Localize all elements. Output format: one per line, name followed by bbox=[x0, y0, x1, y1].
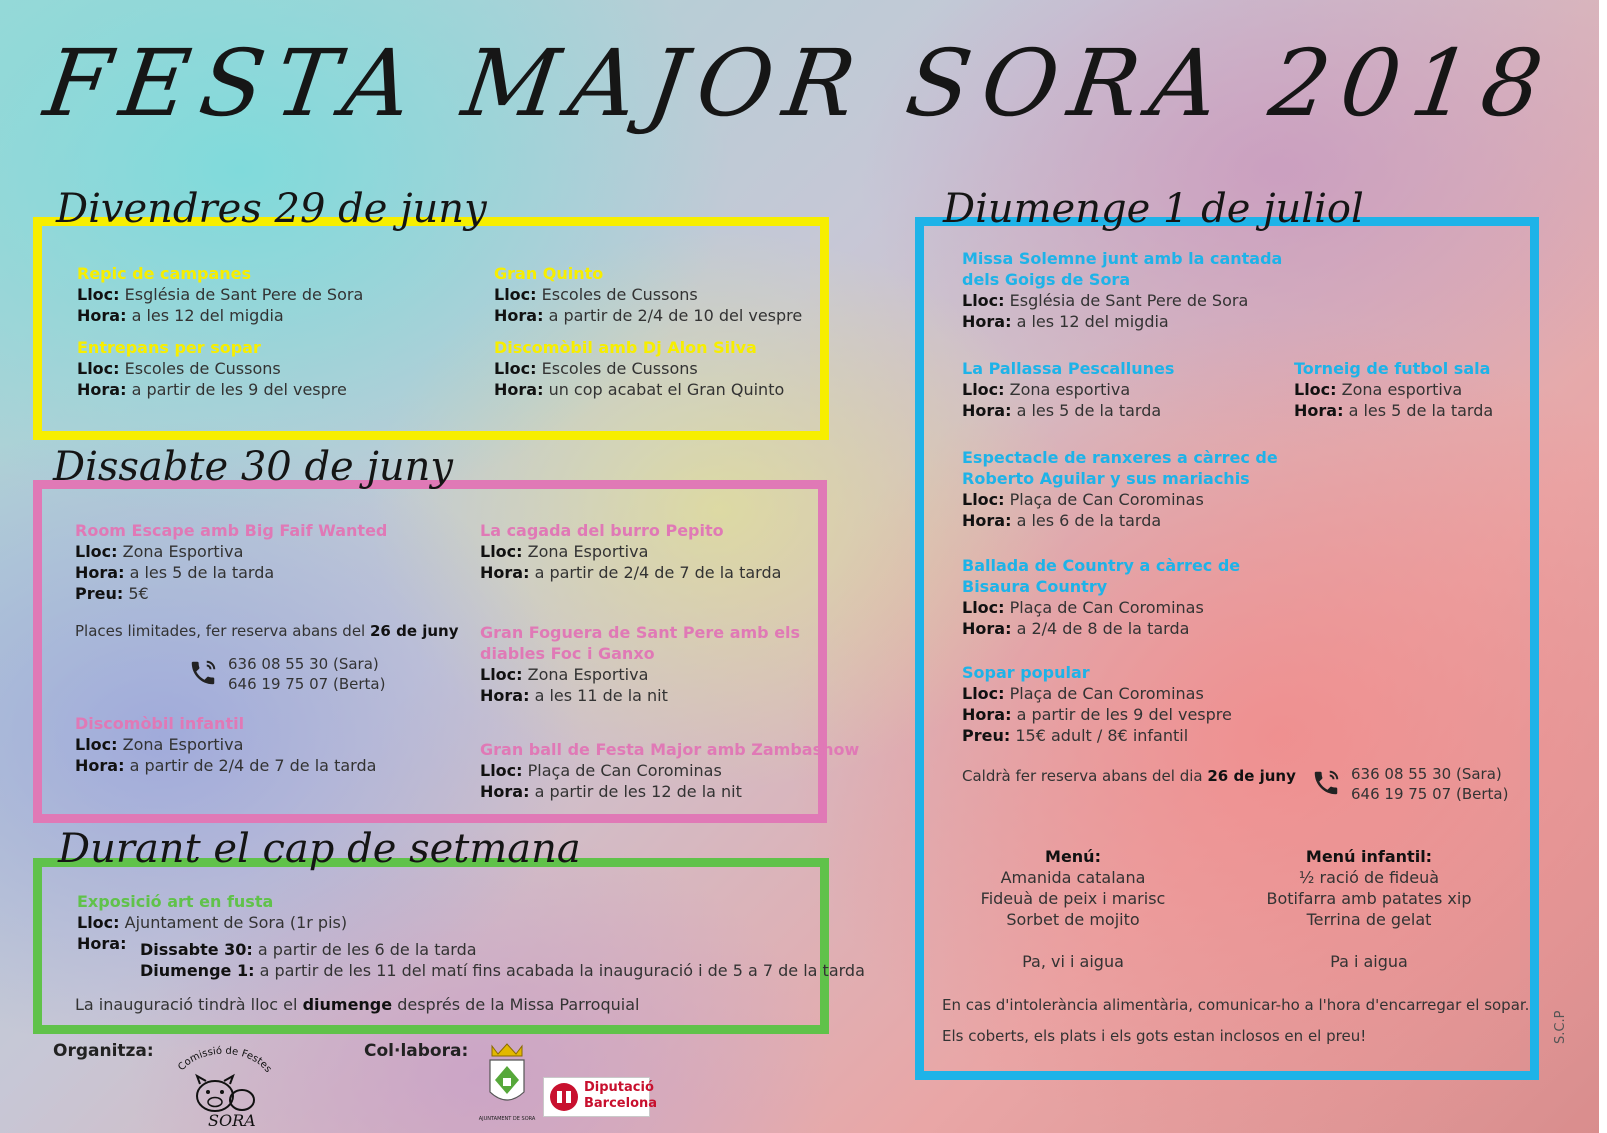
lloc-value: Escoles de Cussons bbox=[541, 285, 698, 304]
lloc-value: Plaça de Can Corominas bbox=[1009, 490, 1204, 509]
event-title-line2: Roberto Aguilar y sus mariachis bbox=[962, 469, 1250, 488]
sunday-hours: a partir de les 11 del matí fins acabada la inauguració i de 5 a 7 de la tarda bbox=[259, 961, 865, 980]
event-title: Gran Foguera de Sant Pere amb els bbox=[480, 623, 801, 642]
event-cagada-burro bbox=[480, 520, 781, 583]
phone-sara: 636 08 55 30 (Sara) bbox=[228, 655, 379, 673]
lloc-label: Lloc: bbox=[962, 291, 1005, 310]
lloc-value: Zona Esportiva bbox=[122, 542, 244, 561]
hora-value: a les 12 del migdia bbox=[1016, 312, 1169, 331]
event-title: Gran Quinto bbox=[494, 264, 604, 283]
menu-heading: Menú: bbox=[1045, 847, 1101, 866]
hora-label: Hora: bbox=[962, 619, 1012, 638]
saturday-heading: Dissabte 30 de juny bbox=[53, 444, 453, 490]
event-title: Missa Solemne junt amb la cantada bbox=[962, 249, 1283, 268]
hora-label: Hora: bbox=[962, 511, 1012, 530]
lloc-label: Lloc: bbox=[480, 761, 523, 780]
lloc-label: Lloc: bbox=[75, 542, 118, 561]
lloc-value: Escoles de Cussons bbox=[541, 359, 698, 378]
logo-arc-text: Comissió de Festes bbox=[176, 1045, 274, 1075]
saturday-label: Dissabte 30: bbox=[140, 940, 253, 959]
lloc-value: Església de Sant Pere de Sora bbox=[1009, 291, 1249, 310]
hora-value: a les 5 de la tarda bbox=[1348, 401, 1494, 420]
hora-label: Hora: bbox=[494, 306, 544, 325]
sunday-reservation-note bbox=[962, 767, 1296, 785]
lloc-value: Zona esportiva bbox=[1009, 380, 1131, 399]
event-title: Gran ball de Festa Major amb Zambashow bbox=[480, 740, 860, 759]
weekend-heading: Durant el cap de setmana bbox=[58, 826, 581, 872]
hora-label: Hora: bbox=[75, 756, 125, 775]
lloc-label: Lloc: bbox=[494, 285, 537, 304]
saturday-reservation-note bbox=[75, 622, 459, 640]
lloc-label: Lloc: bbox=[1294, 380, 1337, 399]
hora-label: Hora: bbox=[480, 686, 530, 705]
menu-item: Terrina de gelat bbox=[1306, 910, 1432, 929]
lloc-label: Lloc: bbox=[75, 735, 118, 754]
hora-label: Hora: bbox=[1294, 401, 1344, 420]
hora-value: un cop acabat el Gran Quinto bbox=[548, 380, 785, 399]
event-missa-solemne bbox=[962, 248, 1282, 332]
colabora-label: Col·labora: bbox=[364, 1041, 469, 1061]
event-title: Entrepans per sopar bbox=[77, 338, 261, 357]
lloc-value: Zona esportiva bbox=[1341, 380, 1463, 399]
intolerance-note: En cas d'intolerància alimentària, comunicar-ho a l'hora d'encarregar el sopar. bbox=[942, 996, 1530, 1014]
menu-kids bbox=[1254, 846, 1484, 972]
event-gran-foguera bbox=[480, 622, 800, 706]
menu-adult bbox=[958, 846, 1188, 972]
note-bold: diumenge bbox=[302, 995, 393, 1014]
hora-value: a les 5 de la tarda bbox=[1016, 401, 1162, 420]
saturday-phones bbox=[228, 654, 385, 694]
hora-label: Hora: bbox=[480, 563, 530, 582]
note-post: després de la Missa Parroquial bbox=[392, 995, 640, 1014]
event-entrepans bbox=[77, 337, 347, 400]
weekend-inauguration-note bbox=[75, 994, 639, 1015]
menu-item: Amanida catalana bbox=[1000, 868, 1146, 887]
hora-value: a partir de les 9 del vespre bbox=[131, 380, 347, 399]
lloc-label: Lloc: bbox=[480, 665, 523, 684]
event-title: Repic de campanes bbox=[77, 264, 252, 283]
logo-sora-text: SORA bbox=[208, 1111, 256, 1128]
phone-berta: 646 19 75 07 (Berta) bbox=[1351, 785, 1509, 803]
sunday-label: Diumenge 1: bbox=[140, 961, 255, 980]
event-ranxeres bbox=[962, 447, 1278, 531]
diputacio-text: Diputació bbox=[584, 1080, 654, 1095]
credit-scp: S.C.P bbox=[1553, 1010, 1568, 1044]
event-gran-quinto bbox=[494, 263, 802, 326]
phone-icon bbox=[188, 658, 218, 688]
comissio-festes-logo bbox=[170, 1038, 280, 1128]
hora-label: Hora: bbox=[494, 380, 544, 399]
note-pre: La inauguració tindrà lloc el bbox=[75, 995, 303, 1014]
event-pallassa bbox=[962, 358, 1174, 421]
preu-label: Preu: bbox=[75, 584, 124, 603]
menu-item: Fideuà de peix i marisc bbox=[980, 889, 1166, 908]
hora-label: Hora: bbox=[480, 782, 530, 801]
event-title: Room Escape amb Big Faif Wanted bbox=[75, 521, 388, 540]
hora-value: a les 12 del migdia bbox=[131, 306, 284, 325]
event-repic-campanes bbox=[77, 263, 363, 326]
lloc-value: Zona Esportiva bbox=[527, 542, 649, 561]
preu-value: 15€ adult / 8€ infantil bbox=[1015, 726, 1189, 745]
hora-value: a partir de les 9 del vespre bbox=[1016, 705, 1232, 724]
poster-title: FESTA MAJOR SORA 2018 bbox=[38, 30, 1561, 137]
event-room-escape bbox=[75, 520, 387, 604]
friday-box bbox=[33, 217, 829, 440]
ajuntament-text: AJUNTAMENT DE SORA bbox=[478, 1116, 536, 1122]
event-title-line2: Bisaura Country bbox=[962, 577, 1108, 596]
ajuntament-sora-logo bbox=[478, 1042, 536, 1130]
diputacio-emblem-icon bbox=[549, 1082, 579, 1112]
lloc-value: Escoles de Cussons bbox=[124, 359, 281, 378]
event-ballada-country bbox=[962, 555, 1240, 639]
note-text: Caldrà fer reserva abans del dia bbox=[962, 767, 1208, 785]
diputacio-barcelona-logo bbox=[543, 1077, 658, 1117]
lloc-value: Plaça de Can Corominas bbox=[1009, 598, 1204, 617]
note-text: Places limitades, fer reserva abans del bbox=[75, 622, 370, 640]
hora-value: a les 6 de la tarda bbox=[1016, 511, 1162, 530]
event-title: La cagada del burro Pepito bbox=[480, 521, 724, 540]
menu-item: Botifarra amb patates xip bbox=[1266, 889, 1472, 908]
event-torneig-futbol bbox=[1294, 358, 1493, 421]
phone-icon bbox=[1311, 768, 1341, 798]
note-date: 26 de juny bbox=[1207, 767, 1296, 785]
event-title: Ballada de Country a càrrec de bbox=[962, 556, 1241, 575]
lloc-value: Ajuntament de Sora (1r pis) bbox=[124, 913, 348, 932]
phone-berta: 646 19 75 07 (Berta) bbox=[228, 675, 386, 693]
lloc-value: Zona Esportiva bbox=[527, 665, 649, 684]
note-date: 26 de juny bbox=[370, 622, 459, 640]
event-title: Torneig de futbol sala bbox=[1294, 359, 1491, 378]
lloc-label: Lloc: bbox=[77, 913, 120, 932]
menu-item: ½ ració de fideuà bbox=[1298, 868, 1440, 887]
event-title: Discomòbil infantil bbox=[75, 714, 245, 733]
event-discomobil bbox=[494, 337, 784, 400]
hora-label: Hora: bbox=[962, 312, 1012, 331]
event-gran-ball bbox=[480, 739, 859, 802]
hora-label: Hora: bbox=[77, 934, 127, 953]
svg-text:Comissió de Festes bbox=[176, 1045, 273, 1075]
lloc-label: Lloc: bbox=[962, 598, 1005, 617]
hora-value: a partir de 2/4 de 7 de la tarda bbox=[534, 563, 782, 582]
hora-label: Hora: bbox=[962, 705, 1012, 724]
weekend-schedule bbox=[140, 939, 865, 981]
lloc-value: Plaça de Can Corominas bbox=[527, 761, 722, 780]
hora-value: a 2/4 de 8 de la tarda bbox=[1016, 619, 1190, 638]
lloc-value: Zona Esportiva bbox=[122, 735, 244, 754]
hora-label: Hora: bbox=[77, 306, 127, 325]
hora-value: a partir de 2/4 de 7 de la tarda bbox=[129, 756, 377, 775]
event-title-line2: diables Foc i Ganxo bbox=[480, 644, 655, 663]
menu-item: Sorbet de mojito bbox=[1006, 910, 1140, 929]
hora-label: Hora: bbox=[75, 563, 125, 582]
sunday-phones bbox=[1351, 764, 1508, 804]
barcelona-text: Barcelona bbox=[584, 1096, 658, 1111]
event-title-line2: dels Goigs de Sora bbox=[962, 270, 1131, 289]
event-title: Espectacle de ranxeres a càrrec de bbox=[962, 448, 1278, 467]
friday-heading: Divendres 29 de juny bbox=[56, 186, 487, 232]
cutlery-note: Els coberts, els plats i els gots estan inclosos en el preu! bbox=[942, 1027, 1367, 1045]
event-title: La Pallassa Pescallunes bbox=[962, 359, 1175, 378]
preu-label: Preu: bbox=[962, 726, 1011, 745]
lloc-label: Lloc: bbox=[962, 684, 1005, 703]
lloc-value: Església de Sant Pere de Sora bbox=[124, 285, 364, 304]
lloc-label: Lloc: bbox=[494, 359, 537, 378]
sunday-heading: Diumenge 1 de juliol bbox=[943, 186, 1364, 232]
event-title: Sopar popular bbox=[962, 663, 1090, 682]
event-title: Discomòbil amb Dj Alon Silva bbox=[494, 338, 757, 357]
menu-drink: Pa, vi i aigua bbox=[1022, 952, 1124, 971]
organitza-label: Organitza: bbox=[53, 1041, 154, 1061]
preu-value: 5€ bbox=[128, 584, 149, 603]
lloc-value: Plaça de Can Corominas bbox=[1009, 684, 1204, 703]
hora-value: a partir de les 12 de la nit bbox=[534, 782, 742, 801]
hora-value: a les 11 de la nit bbox=[534, 686, 668, 705]
lloc-label: Lloc: bbox=[962, 380, 1005, 399]
lloc-label: Lloc: bbox=[77, 285, 120, 304]
hora-label: Hora: bbox=[77, 380, 127, 399]
event-discomobil-infantil bbox=[75, 713, 376, 776]
phone-sara: 636 08 55 30 (Sara) bbox=[1351, 765, 1502, 783]
hora-value: a partir de 2/4 de 10 del vespre bbox=[548, 306, 803, 325]
menu-heading: Menú infantil: bbox=[1305, 847, 1433, 866]
lloc-label: Lloc: bbox=[480, 542, 523, 561]
hora-label: Hora: bbox=[962, 401, 1012, 420]
lloc-label: Lloc: bbox=[962, 490, 1005, 509]
event-title: Exposició art en fusta bbox=[77, 892, 274, 911]
event-sopar-popular bbox=[962, 662, 1232, 746]
saturday-hours: a partir de les 6 de la tarda bbox=[257, 940, 477, 959]
lloc-label: Lloc: bbox=[77, 359, 120, 378]
menu-drink: Pa i aigua bbox=[1330, 952, 1408, 971]
hora-value: a les 5 de la tarda bbox=[129, 563, 275, 582]
